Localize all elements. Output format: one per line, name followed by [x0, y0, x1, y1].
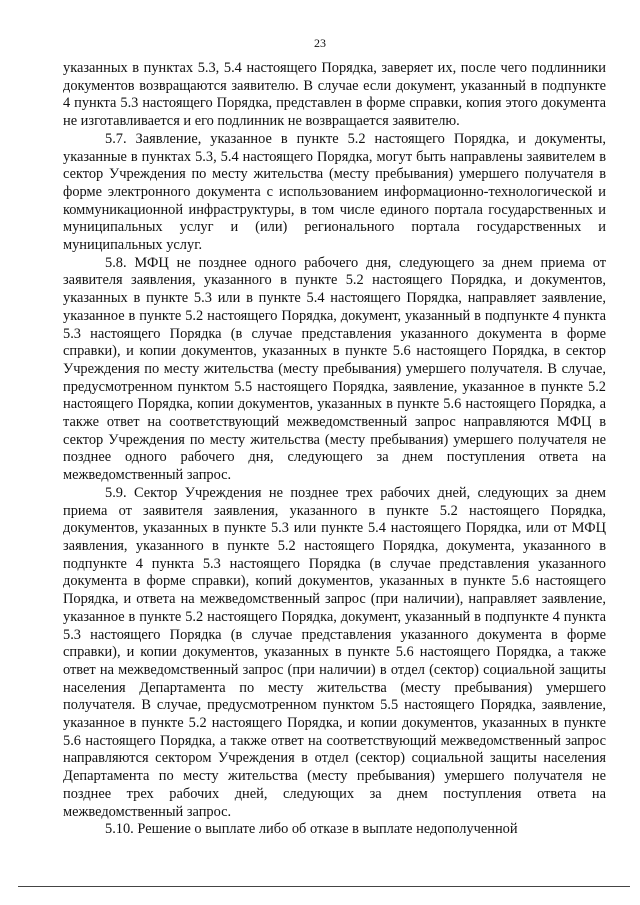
document-body — [63, 60, 606, 839]
paragraph-5-9: 5.9. Сектор Учреждения не позднее трех рабочих дней, следующих за днем приема от заявителя заявления, указанного в пункте 5.2 настоящего Порядка, документов, указанных в пункте 5.3 или пункте 5.4 настоящего Порядка, или от МФЦ заявления, указанного в пункте 5.2 настоящего Порядка, документа, указанного в подпункте 4 пункта 5.3 настоящего Порядка (в случае представления указанного документа в форме справки), копий документов, указанных в пункте 5.6 настоящего Порядка, и ответа на межведомственный запрос (при наличии), направляет заявление, указанное в пункте 5.2 настоящего Порядка, документ, указанный в подпункте 4 пункта 5.3 настоящего Порядка (в случае представления указанного документа в форме справки), и копии документов, указанных в пункте 5.6 настоящего Порядка, а также ответ на межведомственный запрос (при наличии) в отдел (сектор) социальной защиты населения Департамента по месту жительства (месту пребывания) умершего получателя. В случае, предусмотренном пунктом 5.5 настоящего Порядка, заявление, указанное в пункте 5.2 настоящего Порядка, и копии документов, указанных в пункте 5.6 настоящего Порядка, а также ответ на соответствующий межведомственный запрос направляются сектором Учреждения в отдел (сектор) социальной защиты населения Департамента по месту жительства (месту пребывания) умершего получателя не позднее трех рабочих дней, следующих за днем поступления ответа на межведомственный запрос. — [63, 484, 606, 820]
page-number: 23 — [314, 36, 326, 50]
paragraph-5-10: 5.10. Решение о выплате либо об отказе в выплате недополученной — [105, 821, 518, 838]
footer-divider — [18, 886, 630, 887]
paragraph-5-7: 5.7. Заявление, указанное в пункте 5.2 настоящего Порядка, и документы, указанные в пунктах 5.3, 5.4 настоящего Порядка, могут быть направлены заявителем в сектор Учреждения по месту жительства (месту пребывания) умершего получателя в форме электронного документа с использованием информационно-технологической и коммуникационной инфраструктуры, в том числе единого портала государственных и муниципальных услуг и (или) регионального портала государственных и муниципальных услуг. — [63, 130, 606, 254]
paragraph-5-8: 5.8. МФЦ не позднее одного рабочего дня, следующего за днем приема от заявителя заявления, указанного в пункте 5.2 настоящего Порядка, и документов, указанных в пункте 5.3 или в пункте 5.4 настоящего Порядка, направляет заявление, указанное в пункте 5.2 настоящего Порядка, документ, указанный в подпункте 4 пункта 5.3 настоящего Порядка (в случае представления указанного документа в форме справки), и копии документов, указанных в пункте 5.6 настоящего Порядка, в сектор Учреждения по месту жительства (месту пребывания) умершего получателя. В случае, предусмотренном пунктом 5.5 настоящего Порядка, заявление, указанное в пункте 5.2 настоящего Порядка, копии документов, указанных в пункте 5.6 настоящего Порядка, а также ответ на соответствующий межведомственный запрос направляются МФЦ в сектор Учреждения по месту жительства (месту пребывания) умершего получателя не позднее одного рабочего дня, следующего за днем поступления ответа на межведомственный запрос. — [63, 254, 606, 484]
paragraph-continuation: указанных в пунктах 5.3, 5.4 настоящего Порядка, заверяет их, после чего подлинники документов возвращаются заявителю. В случае если документ, указанный в подпункте 4 пункта 5.3 настоящего Порядка, представлен в форме справки, копия этого документа не изготавливается и его подлинник не возвращается заявителю. — [63, 60, 606, 130]
